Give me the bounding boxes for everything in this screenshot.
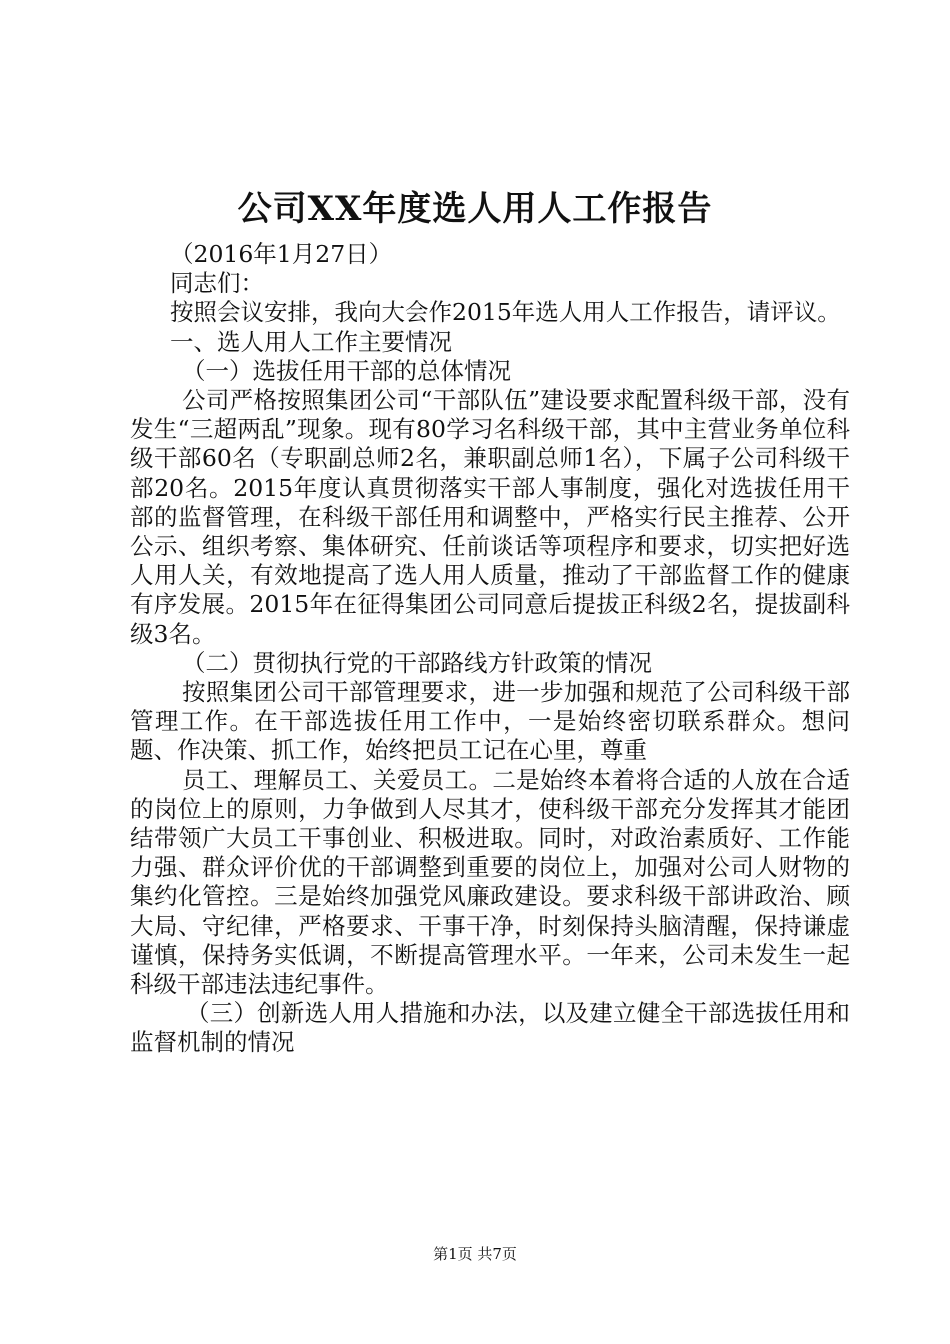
subsection-body-2b: 员工、理解员工、关爱员工。二是始终本着将合适的人放在合适的岗位上的原则，力争做到人尽其才，使科级干部充分发挥其才能团结带领广大员工干事创业、积极进取。同时，对政治素质好、工作能力强、群众评价优的干部调整到重要的岗位上，加强对公司人财物的集约化管控。三是始终加强党风廉政建设。要求科级干部讲政治、顾大局、守纪律，严格要求、干事干净，时刻保持头脑清醒，保持谦虚谨慎，保持务实低调，不断提高管理水平。一年来，公司未发生一起科级干部违法违纪事件。 xyxy=(130,765,850,999)
subsection-body-1: 公司严格按照集团公司“干部队伍”建设要求配置科级干部，没有发生“三超两乱”现象。现有80学习名科级干部，其中主营业务单位科级干部60名（专职副总师2名，兼职副总师1名），下属子公司科级干部20名。2015年度认真贯彻落实干部人事制度，强化对选拔任用干部的监督管理，在科级干部任用和调整中，严格实行民主推荐、公开公示、组织考察、集体研究、任前谈话等项程序和要求，切实把好选人用人关，有效地提高了选人用人质量，推动了干部监督工作的健康有序发展。2015年在征得集团公司同意后提拔正科级2名，提拔副科级3名。 xyxy=(130,386,850,648)
document-title: 公司XX年度选人用人工作报告 xyxy=(237,189,713,229)
date-line: （2016年1月27日） xyxy=(170,240,393,268)
intro-paragraph: 按照会议安排，我向大会作2015年选人用人工作报告，请评议。 xyxy=(170,298,841,327)
page-number-footer: 第1页 共7页 xyxy=(433,1245,517,1263)
subsection-heading-2: （二）贯彻执行党的干部路线方针政策的情况 xyxy=(182,648,652,677)
subsection-heading-1: （一）选拔任用干部的总体情况 xyxy=(182,356,511,385)
document-body xyxy=(130,240,850,1058)
subsection-heading-3: （三）创新选人用人措施和办法，以及建立健全干部选拔任用和监督机制的情况 xyxy=(130,999,850,1057)
subsection-body-2a: 按照集团公司干部管理要求，进一步加强和规范了公司科级干部管理工作。在干部选拔任用工作中，一是始终密切联系群众。想问题、作决策、抓工作，始终把员工记在心里，尊重 xyxy=(130,678,850,765)
salutation: 同志们： xyxy=(170,269,264,298)
section-heading-1: 一、选人用人工作主要情况 xyxy=(170,327,452,356)
